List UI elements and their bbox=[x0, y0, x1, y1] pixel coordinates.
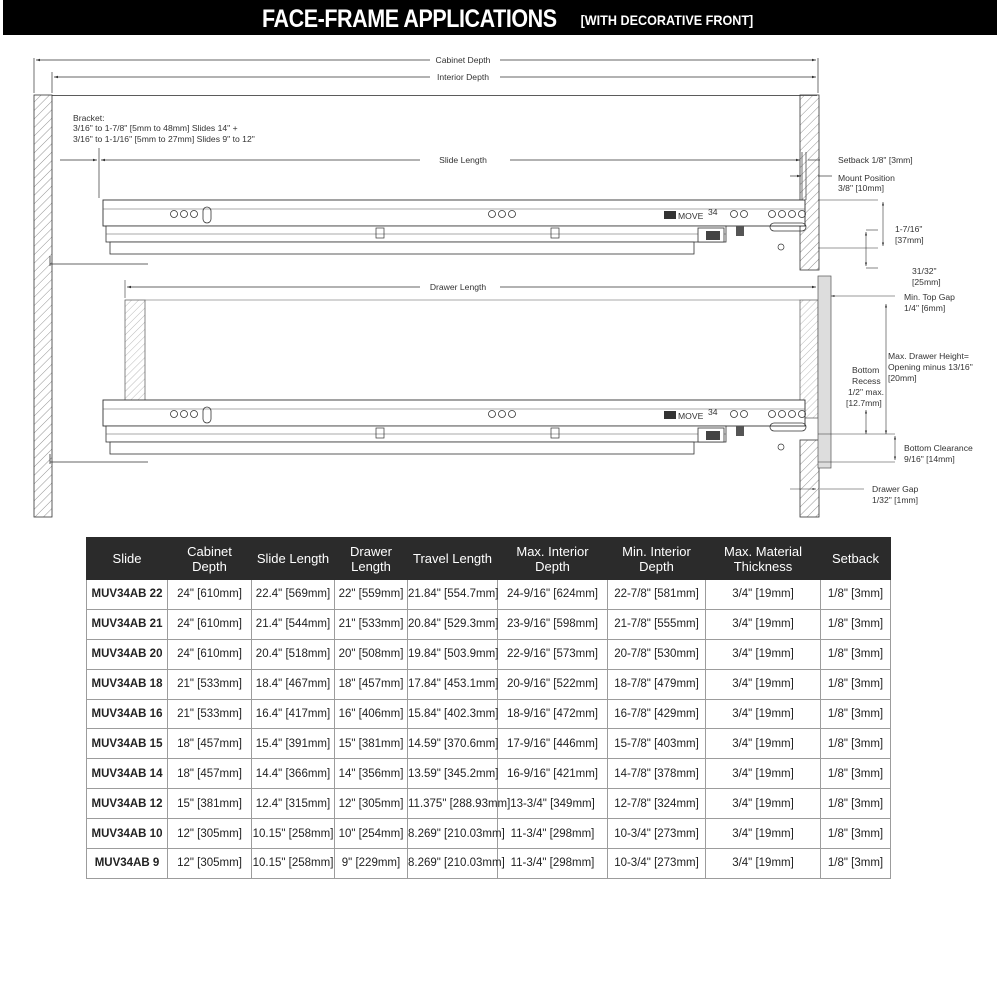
col-header: Setback bbox=[821, 538, 891, 580]
slide-model-cell: MUV34AB 9 bbox=[87, 849, 168, 879]
table-cell: 3/4" [19mm] bbox=[706, 819, 821, 849]
table-row bbox=[87, 849, 891, 879]
table-cell: 10-3/4" [273mm] bbox=[608, 849, 706, 879]
table-cell: 12" [305mm] bbox=[168, 849, 252, 879]
slide-model-cell: MUV34AB 21 bbox=[87, 609, 168, 639]
upper-slide bbox=[50, 200, 806, 266]
col-header: Slide bbox=[87, 538, 168, 580]
bottom-recess-1: Bottom bbox=[852, 365, 880, 375]
bottom-recess-2: Recess bbox=[852, 376, 881, 386]
table-cell: 11.375" [288.93mm] bbox=[408, 789, 498, 819]
bottom-recess-3: 1/2" max. bbox=[848, 387, 885, 397]
table-cell: 3/4" [19mm] bbox=[706, 849, 821, 879]
table-cell: 24" [610mm] bbox=[168, 609, 252, 639]
table-cell: 23-9/16" [598mm] bbox=[498, 609, 608, 639]
table-cell: 21.4" [544mm] bbox=[252, 609, 335, 639]
table-cell: 15-7/8" [403mm] bbox=[608, 729, 706, 759]
table-cell: 19.84" [503.9mm] bbox=[408, 639, 498, 669]
table-cell: 1/8" [3mm] bbox=[821, 759, 891, 789]
col-header: Min. Interior Depth bbox=[608, 538, 706, 580]
table-row bbox=[87, 759, 891, 789]
mount-position-value: 3/8" [10mm] bbox=[838, 183, 885, 193]
table-cell: 16-9/16" [421mm] bbox=[498, 759, 608, 789]
table-cell: 3/4" [19mm] bbox=[706, 789, 821, 819]
drawer-gap-label: Drawer Gap bbox=[872, 484, 919, 494]
table-cell: 3/4" [19mm] bbox=[706, 759, 821, 789]
table-cell: 8.269" [210.03mm] bbox=[408, 849, 498, 879]
col-header: Max. Interior Depth bbox=[498, 538, 608, 580]
table-cell: 8.269" [210.03mm] bbox=[408, 819, 498, 849]
table-cell: 20.4" [518mm] bbox=[252, 639, 335, 669]
table-cell: 18" [457mm] bbox=[335, 669, 408, 699]
title-banner bbox=[3, 0, 997, 35]
table-cell: 15" [381mm] bbox=[335, 729, 408, 759]
drawer-gap-value: 1/32" [1mm] bbox=[872, 495, 919, 505]
table-cell: 20.84" [529.3mm] bbox=[408, 609, 498, 639]
col-header: Max. Material Thickness bbox=[706, 538, 821, 580]
min-top-gap-label: Min. Top Gap bbox=[904, 292, 955, 302]
table-cell: 18" [457mm] bbox=[168, 729, 252, 759]
slide-code-lower: 34 bbox=[708, 407, 718, 417]
bottom-recess-4: [12.7mm] bbox=[846, 398, 882, 408]
bottom-clearance-value: 9/16" [14mm] bbox=[904, 454, 955, 464]
table-cell: 12-7/8" [324mm] bbox=[608, 789, 706, 819]
table-cell: 1/8" [3mm] bbox=[821, 609, 891, 639]
table-cell: 15" [381mm] bbox=[168, 789, 252, 819]
col-header: Slide Length bbox=[252, 538, 335, 580]
table-cell: 3/4" [19mm] bbox=[706, 669, 821, 699]
table-cell: 3/4" [19mm] bbox=[706, 580, 821, 610]
table-cell: 10.15" [258mm] bbox=[252, 819, 335, 849]
bracket-range-long: 3/16" to 1-7/8" [5mm to 48mm] Slides 14" + bbox=[73, 123, 238, 133]
interior-depth-label: Interior Depth bbox=[436, 72, 490, 82]
table-cell: 21" [533mm] bbox=[168, 669, 252, 699]
face-frame-bottom bbox=[800, 440, 819, 517]
max-drawer-height-mm: [20mm] bbox=[888, 373, 917, 383]
table-cell: 18-7/8" [479mm] bbox=[608, 669, 706, 699]
table-cell: 24-9/16" [624mm] bbox=[498, 580, 608, 610]
table-cell: 22" [559mm] bbox=[335, 580, 408, 610]
table-cell: 18-9/16" [472mm] bbox=[498, 699, 608, 729]
table-cell: 15.4" [391mm] bbox=[252, 729, 335, 759]
slide-specs-table bbox=[86, 537, 891, 879]
table-row bbox=[87, 789, 891, 819]
min-top-gap-value: 1/4" [6mm] bbox=[904, 303, 946, 313]
col-header: Travel Length bbox=[408, 538, 498, 580]
table-row bbox=[87, 699, 891, 729]
max-drawer-height-formula: Opening minus 13/16" bbox=[888, 362, 973, 372]
table-cell: 20" [508mm] bbox=[335, 639, 408, 669]
table-row bbox=[87, 819, 891, 849]
table-cell: 17.84" [453.1mm] bbox=[408, 669, 498, 699]
table-cell: 15.84" [402.3mm] bbox=[408, 699, 498, 729]
table-cell: 1/8" [3mm] bbox=[821, 789, 891, 819]
table-cell: 22-7/8" [581mm] bbox=[608, 580, 706, 610]
table-cell: 13-3/4" [349mm] bbox=[498, 789, 608, 819]
table-cell: 10-3/4" [273mm] bbox=[608, 819, 706, 849]
table-cell: 22-9/16" [573mm] bbox=[498, 639, 608, 669]
slide-model-cell: MUV34AB 14 bbox=[87, 759, 168, 789]
slide-code-upper: 34 bbox=[708, 207, 718, 217]
table-header-row bbox=[87, 538, 891, 580]
table-cell: 11-3/4" [298mm] bbox=[498, 819, 608, 849]
table-cell: 16-7/8" [429mm] bbox=[608, 699, 706, 729]
table-cell: 17-9/16" [446mm] bbox=[498, 729, 608, 759]
bottom-clearance-label: Bottom Clearance bbox=[904, 443, 973, 453]
dim-31-32: 31/32" bbox=[912, 266, 937, 276]
slide-model-cell: MUV34AB 18 bbox=[87, 669, 168, 699]
table-cell: 21" [533mm] bbox=[168, 699, 252, 729]
table-cell: 13.59" [345.2mm] bbox=[408, 759, 498, 789]
slide-model-cell: MUV34AB 15 bbox=[87, 729, 168, 759]
table-cell: 20-7/8" [530mm] bbox=[608, 639, 706, 669]
dim-37mm: [37mm] bbox=[895, 235, 924, 245]
table-cell: 1/8" [3mm] bbox=[821, 580, 891, 610]
table-cell: 18" [457mm] bbox=[168, 759, 252, 789]
table-cell: 21" [533mm] bbox=[335, 609, 408, 639]
table-cell: 14" [356mm] bbox=[335, 759, 408, 789]
table-body bbox=[87, 580, 891, 879]
page-title: FACE-FRAME APPLICATIONS bbox=[261, 5, 557, 33]
table-cell: 16.4" [417mm] bbox=[252, 699, 335, 729]
table-cell: 24" [610mm] bbox=[168, 580, 252, 610]
slide-length-label: Slide Length bbox=[439, 155, 487, 165]
cabinet-depth-label: Cabinet Depth bbox=[435, 55, 491, 65]
table-cell: 24" [610mm] bbox=[168, 639, 252, 669]
bracket-label: Bracket: bbox=[73, 113, 105, 123]
bracket-range-short: 3/16" to 1-1/16" [5mm to 27mm] Slides 9" to 12" bbox=[73, 134, 255, 144]
lower-slide bbox=[50, 400, 806, 464]
table-cell: 14.4" [366mm] bbox=[252, 759, 335, 789]
table-row bbox=[87, 580, 891, 610]
mount-position-label: Mount Position bbox=[838, 173, 895, 183]
table-cell: 1/8" [3mm] bbox=[821, 729, 891, 759]
cabinet-back-wall bbox=[34, 95, 52, 517]
table-cell: 1/8" [3mm] bbox=[821, 669, 891, 699]
table-cell: 1/8" [3mm] bbox=[821, 699, 891, 729]
table-row bbox=[87, 669, 891, 699]
table-cell: 3/4" [19mm] bbox=[706, 609, 821, 639]
slide-brand-lower: MOVE bbox=[678, 411, 704, 421]
slide-model-cell: MUV34AB 12 bbox=[87, 789, 168, 819]
slide-model-cell: MUV34AB 20 bbox=[87, 639, 168, 669]
table-row bbox=[87, 639, 891, 669]
table-cell: 3/4" [19mm] bbox=[706, 639, 821, 669]
table-cell: 1/8" [3mm] bbox=[821, 849, 891, 879]
table-cell: 3/4" [19mm] bbox=[706, 729, 821, 759]
table-cell: 21-7/8" [555mm] bbox=[608, 609, 706, 639]
table-cell: 12" [305mm] bbox=[335, 789, 408, 819]
slide-model-cell: MUV34AB 16 bbox=[87, 699, 168, 729]
table-cell: 11-3/4" [298mm] bbox=[498, 849, 608, 879]
table-row bbox=[87, 729, 891, 759]
table-cell: 22.4" [569mm] bbox=[252, 580, 335, 610]
table-cell: 10" [254mm] bbox=[335, 819, 408, 849]
table-cell: 1/8" [3mm] bbox=[821, 639, 891, 669]
dim-1-7-16: 1-7/16" bbox=[895, 224, 923, 234]
table-cell: 20-9/16" [522mm] bbox=[498, 669, 608, 699]
dim-25mm: [25mm] bbox=[912, 277, 941, 287]
max-drawer-height-label: Max. Drawer Height= bbox=[888, 351, 969, 361]
col-header: Drawer Length bbox=[335, 538, 408, 580]
table-cell: 16" [406mm] bbox=[335, 699, 408, 729]
table-cell: 14.59" [370.6mm] bbox=[408, 729, 498, 759]
slide-brand-upper: MOVE bbox=[678, 211, 704, 221]
table-cell: 9" [229mm] bbox=[335, 849, 408, 879]
table-cell: 12.4" [315mm] bbox=[252, 789, 335, 819]
slide-model-cell: MUV34AB 10 bbox=[87, 819, 168, 849]
col-header: Cabinet Depth bbox=[168, 538, 252, 580]
drawer-length-label: Drawer Length bbox=[429, 282, 487, 292]
page-subtitle: [WITH DECORATIVE FRONT] bbox=[580, 12, 753, 28]
table-cell: 10.15" [258mm] bbox=[252, 849, 335, 879]
table-cell: 18.4" [467mm] bbox=[252, 669, 335, 699]
table-cell: 1/8" [3mm] bbox=[821, 819, 891, 849]
face-frame-diagram bbox=[0, 36, 1000, 526]
slide-model-cell: MUV34AB 22 bbox=[87, 580, 168, 610]
table-cell: 14-7/8" [378mm] bbox=[608, 759, 706, 789]
table-cell: 21.84" [554.7mm] bbox=[408, 580, 498, 610]
table-cell: 3/4" [19mm] bbox=[706, 699, 821, 729]
table-row bbox=[87, 609, 891, 639]
cabinet-top-panel bbox=[52, 95, 817, 96]
face-frame-top bbox=[800, 95, 819, 270]
table-cell: 12" [305mm] bbox=[168, 819, 252, 849]
setback-label: Setback 1/8" [3mm] bbox=[838, 155, 913, 165]
